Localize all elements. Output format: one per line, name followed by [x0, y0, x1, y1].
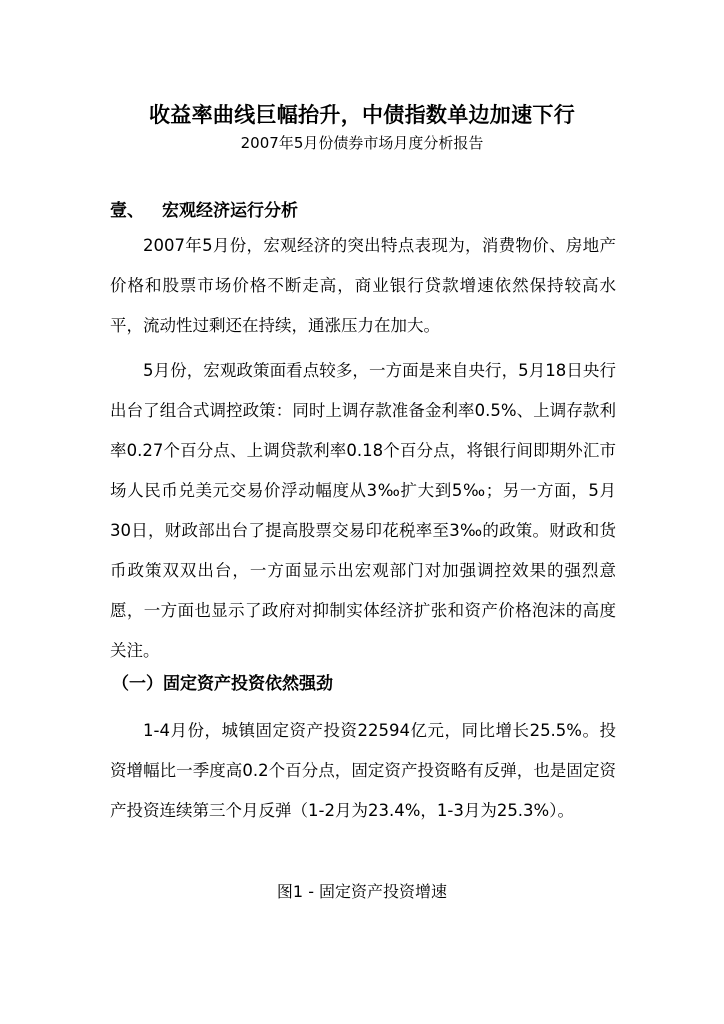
paragraph-macro-policy: 5月份，宏观政策面看点较多，一方面是来自央行，5月18日央行出台了组合式调控政策：同时上调存款准备金利率0.5%、上调存款利率0.27个百分点、上调贷款利率0.18个百分点，将银行间即期外汇市场人民币兑美元交易价浮动幅度从3‰扩大到5‰；另一方面，5月30日，财政部出台了提高股票交易印花税率至3‰的政策。财政和货币政策双双出台，一方面显示出宏观部门对加强调控效果的强烈意愿，一方面也显示了政府对抑制实体经济扩张和资产价格泡沫的高度关注。 [110, 361, 616, 660]
document-subtitle: 2007年5月份债券市场月度分析报告 [240, 134, 484, 152]
section-number: 壹、 [110, 201, 144, 221]
subsection-heading: （一）固定资产投资依然强劲 [112, 674, 333, 694]
document-title: 收益率曲线巨幅抬升，中债指数单边加速下行 [149, 103, 575, 127]
section-title: 宏观经济运行分析 [162, 201, 298, 221]
paragraph-fixed-asset-investment: 1-4月份，城镇固定资产投资22594亿元，同比增长25.5%。投资增幅比一季度高0.2个百分点，固定资产投资略有反弹，也是固定资产投资连续第三个月反弹（1-2月为23.4%，1-3月为25.3%）。 [110, 721, 616, 820]
section-heading [110, 198, 298, 224]
paragraph-macro-overview: 2007年5月份，宏观经济的突出特点表现为，消费物价、房地产价格和股票市场价格不断走高，商业银行贷款增速依然保持较高水平，流动性过剩还在持续，通涨压力在加大。 [110, 236, 616, 335]
figure-caption: 图1 - 固定资产投资增速 [276, 882, 448, 901]
